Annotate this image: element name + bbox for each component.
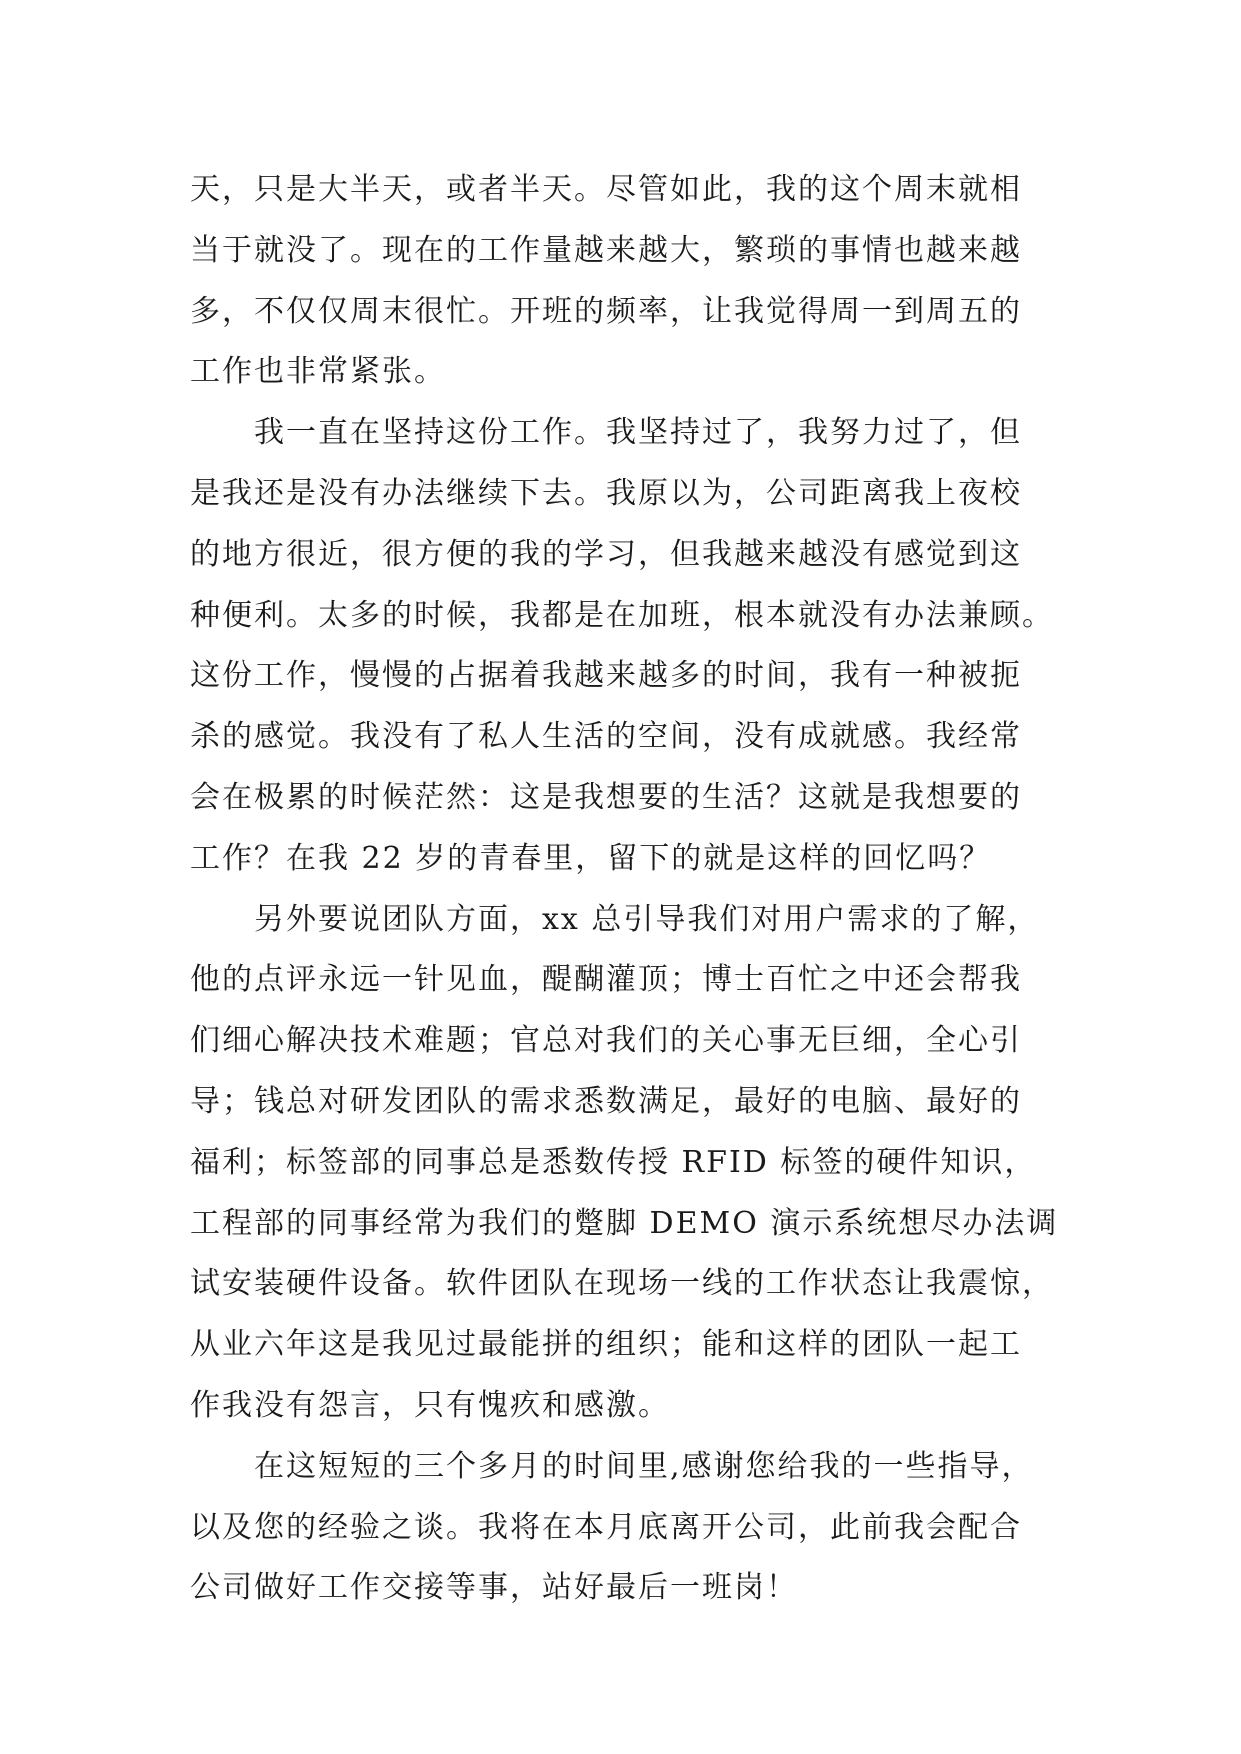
text-line: 是我还是没有办法继续下去。我原以为，公司距离我上夜校 [190, 475, 1022, 511]
text-line: 公司做好工作交接等事，站好最后一班岗！ [190, 1570, 798, 1606]
text-line: 工程部的同事经常为我们的蹩脚 DEMO 演示系统想尽办法调 [190, 1205, 1059, 1241]
text-line: 的地方很近，很方便的我的学习，但我越来越没有感觉到这 [190, 536, 1022, 572]
text-line: 导；钱总对研发团队的需求悉数满足，最好的电脑、最好的 [190, 1083, 1022, 1119]
document-body [190, 160, 1060, 1619]
paragraph-first-line: 在这短短的三个多月的时间里,感谢您给我的一些指导， [254, 1448, 1034, 1484]
paragraph-first-line: 我一直在坚持这份工作。我坚持过了，我努力过了，但 [254, 415, 1022, 451]
text-line: 工作也非常紧张。 [190, 354, 446, 390]
paragraph-first-line: 另外要说团队方面，xx 总引导我们对用户需求的了解， [254, 901, 1040, 937]
text-line: 杀的感觉。我没有了私人生活的空间，没有成就感。我经常 [190, 719, 1022, 755]
text-line: 试安装硬件设备。软件团队在现场一线的工作状态让我震惊， [190, 1266, 1054, 1302]
text-line: 福利；标签部的同事总是悉数传授 RFID 标签的硬件知识， [190, 1144, 1037, 1180]
text-line: 以及您的经验之谈。我将在本月底离开公司，此前我会配合 [190, 1509, 1022, 1545]
text-line: 作我没有怨言，只有愧疚和感激。 [190, 1387, 670, 1423]
text-line: 从业六年这是我见过最能拼的组织；能和这样的团队一起工 [190, 1327, 1022, 1363]
text-line: 当于就没了。现在的工作量越来越大，繁琐的事情也越来越 [190, 232, 1022, 268]
text-line: 工作？在我 22 岁的青春里，留下的就是这样的回忆吗？ [190, 840, 992, 876]
text-line: 这份工作，慢慢的占据着我越来越多的时间，我有一种被扼 [190, 658, 1022, 694]
text-line: 会在极累的时候茫然：这是我想要的生活？这就是我想要的 [190, 779, 1022, 815]
text-line: 多，不仅仅周末很忙。开班的频率，让我觉得周一到周五的 [190, 293, 1022, 329]
text-line: 天，只是大半天，或者半天。尽管如此，我的这个周末就相 [190, 172, 1022, 207]
text-line: 种便利。太多的时候，我都是在加班，根本就没有办法兼顾。 [190, 597, 1054, 633]
text-line: 们细心解决技术难题；官总对我们的关心事无巨细，全心引 [190, 1023, 1022, 1059]
text-line: 他的点评永远一针见血，醍醐灌顶；博士百忙之中还会帮我 [190, 962, 1022, 998]
